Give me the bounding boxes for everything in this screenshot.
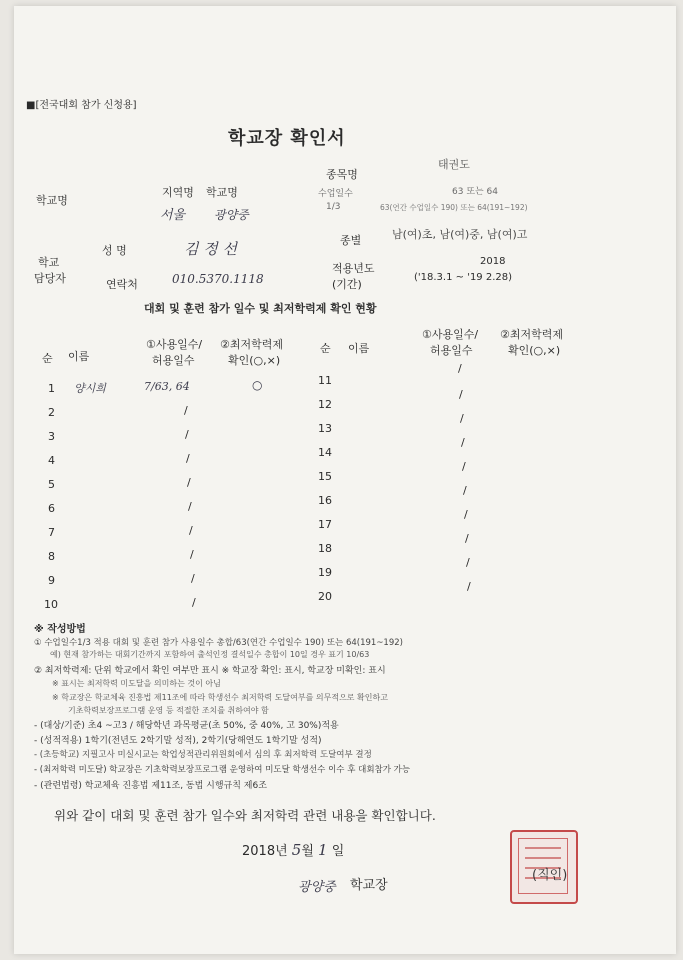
year-label: 적용년도 — [332, 262, 375, 275]
date-day-suffix: 일 — [331, 844, 345, 859]
table-row-no: 5 — [48, 478, 55, 491]
period-label: (기간) — [332, 278, 362, 291]
date-month-suffix: 월 — [301, 844, 314, 859]
table-row-days: 7/63, 64 — [144, 380, 190, 393]
note-line: ① 수업일수1/3 적용 대회 및 훈련 참가 사용일수 총합/63(연간 수업일수 190) 또는 64(191~192) — [34, 638, 403, 648]
seal-mark — [525, 857, 561, 859]
note-line: - (초등학교) 지필고사 미실시교는 학업성적관리위원회에서 심의 후 최저학력 도달여부 결정 — [34, 750, 372, 760]
table-row-name: 양시희 — [74, 382, 106, 395]
class-days-detail: 63(연간 수업일수 190) 또는 64(191~192) — [380, 203, 528, 212]
table-row-no: 2 — [48, 406, 55, 419]
school-value: 광양중 — [214, 208, 249, 222]
table-row-days: / — [184, 404, 188, 417]
page-title: 학교장 확인서 — [228, 128, 346, 149]
note-line: - (관련법령) 학교체육 진흥법 제11조, 동법 시행규칙 제6조 — [34, 781, 267, 791]
table-row-no: 15 — [318, 470, 332, 483]
table-row-no: 13 — [318, 422, 332, 435]
table-row-no: 11 — [318, 374, 332, 387]
confirm-text: 위와 같이 대회 및 훈련 참가 일수와 최저학력 관련 내용을 확인합니다. — [54, 808, 436, 823]
category-value: 남(여)초, 남(여)중, 남(여)고 — [392, 228, 528, 241]
year-value: 2018 — [480, 256, 506, 267]
note-line: 예) 현재 참가하는 대회기간까지 포함하여 출석인정 결석일수 총합이 10일 경우 표기 10/63 — [50, 650, 370, 659]
table-row-days: / — [460, 412, 464, 425]
col-days-left-line2: 허용일수 — [152, 354, 195, 367]
table-row-days: / — [186, 452, 190, 465]
table-row-days: / — [459, 388, 463, 401]
table-row-no: 17 — [318, 518, 332, 531]
table-row-no: 6 — [48, 502, 55, 515]
contact-phone-value: 010.5370.1118 — [172, 272, 264, 286]
date-month: 5 — [291, 841, 302, 859]
table-row-days: / — [192, 596, 196, 609]
table-row-no: 18 — [318, 542, 332, 555]
seal-mark — [525, 847, 561, 849]
note-line: 기초학력보장프로그램 운영 등 적절한 조치를 취하여야 함 — [68, 706, 269, 715]
note-line: - (대상/기준) 초4 ~고3 / 해당학년 과목평균(초 50%, 중 40%, 고 30%)적용 — [34, 721, 339, 731]
table-row-no: 9 — [48, 574, 55, 587]
table-row-check: ○ — [252, 378, 263, 392]
table-row-days: / — [466, 556, 470, 569]
seal-text: (직인) — [532, 868, 568, 883]
table-row-days: / — [458, 362, 462, 375]
col-name-left: 이름 — [68, 350, 90, 363]
note-line: - (성적적용) 1학기(전년도 2학기말 성적), 2학기(당해연도 1학기말 성적) — [34, 736, 322, 746]
table-row-no: 4 — [48, 454, 55, 467]
col-no-right: 순 — [320, 342, 331, 355]
col-check-left-line1: ②최저학력제 — [220, 338, 283, 351]
table-row-days: / — [461, 436, 465, 449]
document-tag: ■[전국대회 참가 신청용] — [26, 100, 137, 111]
principal-label: 학교장 — [350, 878, 388, 893]
col-days-right-line1: ①사용일수/ — [422, 328, 479, 341]
contact-name-value: 김 정 선 — [184, 240, 238, 258]
table-row-days: / — [191, 572, 195, 585]
table-row-days: / — [187, 476, 191, 489]
notes-heading: ※ 작성방법 — [34, 624, 86, 635]
event-value: 태권도 — [438, 158, 470, 171]
document-page — [14, 6, 676, 954]
table-row-no: 14 — [318, 446, 332, 459]
table-row-days: / — [185, 428, 189, 441]
class-days-fraction: 1/3 — [326, 202, 341, 212]
school-label: 학교명 — [36, 194, 68, 207]
class-days-value: 63 또는 64 — [452, 187, 499, 197]
note-line: ※ 학교장은 학교체육 진흥법 제11조에 따라 학생선수 최저학력 도달여부를 의무적으로 확인하고 — [52, 693, 388, 702]
table-row-days: / — [464, 508, 468, 521]
note-line: ※ 표시는 최저학력 미도달을 의미하는 것이 아님 — [52, 679, 221, 688]
contact-name-label: 성 명 — [102, 244, 127, 257]
table-row-no: 12 — [318, 398, 332, 411]
table-row-no: 20 — [318, 590, 332, 603]
class-days-label: 수업일수 — [318, 189, 353, 199]
contact-label-line1: 학교 — [38, 256, 60, 269]
table-row-days: / — [189, 524, 193, 537]
table-row-no: 16 — [318, 494, 332, 507]
table-row-days: / — [463, 484, 467, 497]
col-days-right-line2: 허용일수 — [430, 344, 473, 357]
table-row-days: / — [462, 460, 466, 473]
note-line: - (최저학력 미도달) 학교장은 기초학력보장프로그램 운영하여 미도달 학생선수 이수 후 대회참가 가능 — [34, 765, 411, 775]
note-line: ② 최저학력제: 단위 학교에서 확인 여부만 표시 ※ 학교장 확인: 표시, 학교장 미확인: 표시 — [34, 666, 386, 676]
contact-phone-label: 연락처 — [106, 278, 138, 291]
table-title: 대회 및 훈련 참가 일수 및 최저학력제 확인 현황 — [144, 302, 377, 315]
table-row-days: / — [465, 532, 469, 545]
table-row-no: 7 — [48, 526, 55, 539]
table-row-days: / — [467, 580, 471, 593]
col-check-right-line1: ②최저학력제 — [500, 328, 563, 341]
table-row-no: 1 — [48, 382, 55, 395]
table-row-days: / — [188, 500, 192, 513]
school-signature: 광양중 — [298, 880, 336, 895]
table-row-no: 19 — [318, 566, 332, 579]
date-year: 2018년 — [242, 844, 288, 859]
event-label: 종목명 — [326, 168, 358, 181]
school-name-label: 학교명 — [206, 186, 238, 199]
col-check-right-line2: 확인(○,×) — [508, 344, 561, 357]
col-name-right: 이름 — [348, 342, 370, 355]
col-check-left-line2: 확인(○,×) — [228, 354, 281, 367]
category-label: 종별 — [340, 234, 362, 247]
table-row-no: 3 — [48, 430, 55, 443]
table-row-no: 10 — [44, 598, 58, 611]
col-no-left: 순 — [42, 352, 53, 365]
date-line — [242, 840, 344, 859]
period-value: ('18.3.1 ~ '19 2.28) — [414, 272, 513, 283]
table-row-days: / — [190, 548, 194, 561]
date-day: 1 — [318, 841, 328, 859]
region-label: 지역명 — [162, 186, 194, 199]
col-days-left-line1: ①사용일수/ — [146, 338, 203, 351]
contact-label-line2: 담당자 — [34, 272, 66, 285]
table-row-no: 8 — [48, 550, 55, 563]
region-value: 서울 — [160, 208, 186, 223]
